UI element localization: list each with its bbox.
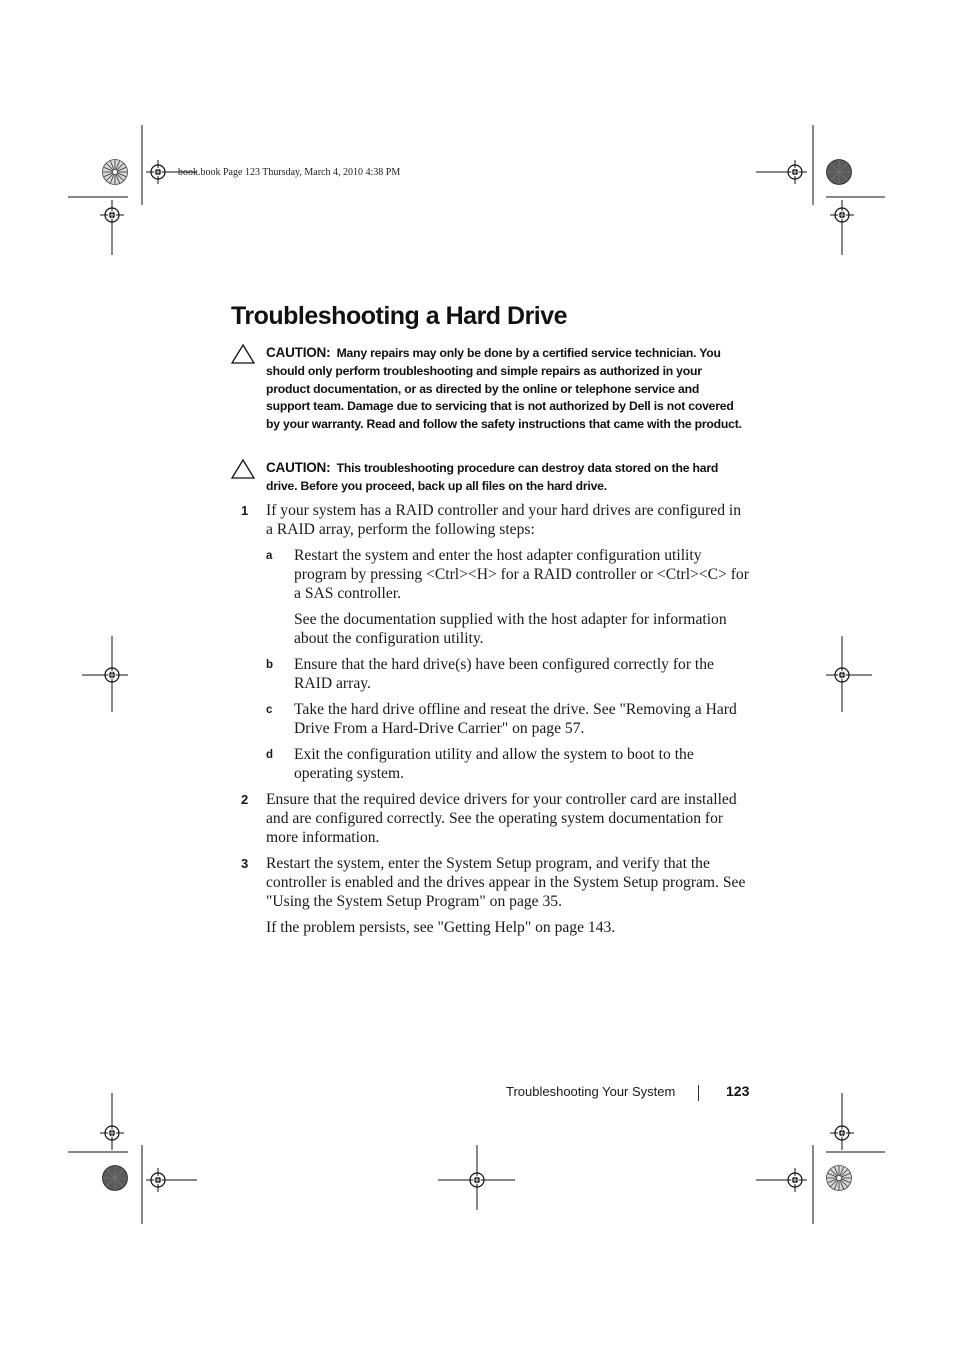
registration-mark-icon [830,203,854,227]
step-text: Restart the system, enter the System Setup program, and verify that the controller is enabled and the drives appear in the System Setup program. See "Using the System Setup Program" on page 35. [266,855,746,910]
registration-mark-icon [830,1121,854,1145]
registration-mark-icon [783,160,807,184]
caution-text: Many repairs may only be done by a certified service technician. You should only perform troubleshooting and simple repairs as authorized in your product documentation, or as directed by the online or telephone service and support team. Damage due to servicing that is not authorized by Dell is not covered by your warranty. Read and follow the safety instructions that came with the product. [266,346,742,432]
registration-mark-icon [783,1168,807,1192]
page-number: 123 [726,1083,750,1099]
substep-text: Ensure that the hard drive(s) have been configured correctly for the RAID array. [294,656,714,692]
print-slug: book.book Page 123 Thursday, March 4, 2010 4:38 PM [178,167,401,178]
substep-a [266,546,749,648]
color-bar-wheel-icon [827,1166,852,1191]
step-number: 2 [241,792,249,807]
registration-mark-icon [100,1121,124,1145]
step-number: 3 [241,856,249,871]
substep-letter: c [266,704,273,716]
footer-divider [698,1085,699,1101]
caution-triangle-icon [231,459,255,479]
substep-d [266,745,749,783]
step-note: If the problem persists, see "Getting Help" on page 143. [266,919,616,936]
step-2 [237,790,749,847]
color-bar-wheel-icon [827,160,852,185]
substep-letter: a [266,550,273,562]
caution-triangle-icon [231,344,255,364]
registration-mark-icon [100,663,124,687]
registration-mark-icon [146,1168,170,1192]
step-text: If your system has a RAID controller and your hard drives are configured in a RAID array, perform the following steps: [266,502,742,538]
step-1 [237,501,749,783]
substep-c [266,700,749,738]
substep-note: See the documentation supplied with the host adapter for information about the configuration utility. [294,611,727,647]
substep-b [266,655,749,693]
page-title: Troubleshooting a Hard Drive [231,302,568,330]
substep-text: Exit the configuration utility and allow the system to boot to the operating system. [294,746,694,782]
footer-section-title: Troubleshooting Your System [506,1084,676,1099]
registration-mark-icon [465,1168,489,1192]
procedure-steps [237,501,749,944]
caution-note [231,459,746,496]
color-bar-wheel-icon [103,1166,128,1191]
caution-label: CAUTION: [266,345,331,360]
registration-mark-icon [830,663,854,687]
caution-label: CAUTION: [266,460,331,475]
registration-mark-icon [146,160,170,184]
substep-text: Take the hard drive offline and reseat the drive. See "Removing a Hard Drive From a Hard-Drive Carrier" on page 57. [294,701,737,737]
substep-letter: d [266,749,274,761]
step-3 [237,854,749,937]
caution-note [231,344,746,434]
substep-letter: b [266,659,274,671]
step-text: Ensure that the required device drivers for your controller card are installed and are configured correctly. See the operating system documentation for more information. [266,791,737,846]
step-number: 1 [241,503,249,518]
registration-mark-icon [100,203,124,227]
caution-text: This troubleshooting procedure can destroy data stored on the hard drive. Before you proceed, back up all files on the hard drive. [266,461,719,493]
color-bar-wheel-icon [103,160,128,185]
substep-text: Restart the system and enter the host adapter configuration utility program by pressing <Ctrl><H> for a RAID controller or <Ctrl><C> for a SAS controller. [294,547,749,602]
